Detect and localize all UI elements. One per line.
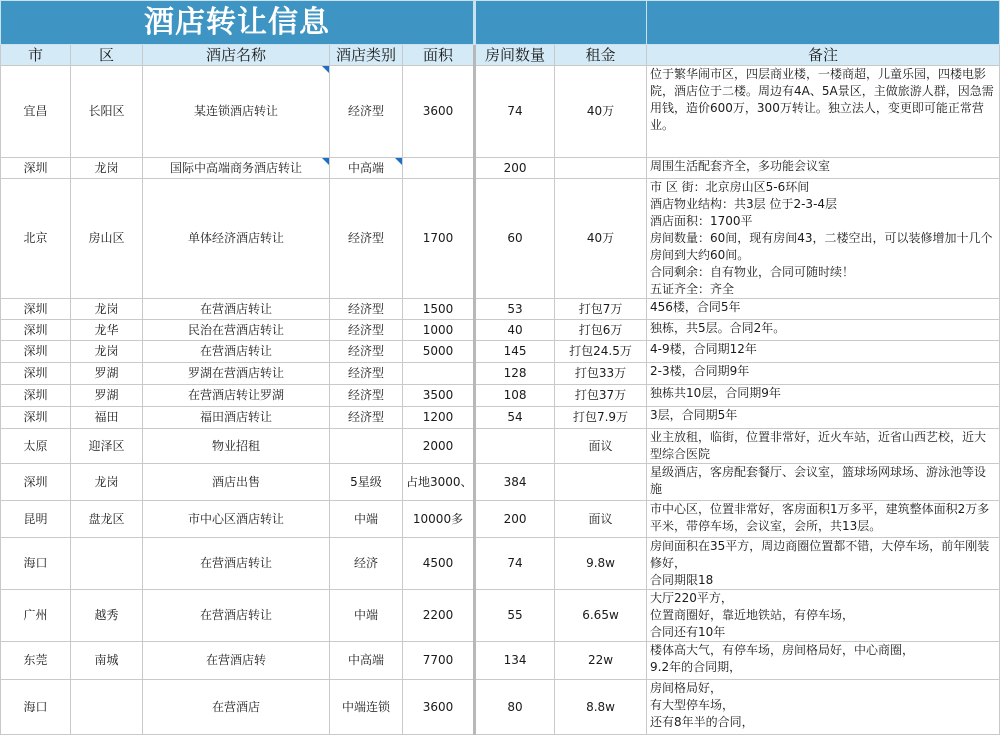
cell-hotel-type[interactable]: 5星级 <box>330 464 403 501</box>
cell-hotel-type[interactable]: 经济型 <box>330 341 403 363</box>
cell-rent[interactable]: 6.65w <box>555 590 647 642</box>
cell-hotel-name[interactable]: 国际中高端商务酒店转让 <box>143 158 330 179</box>
cell-notes[interactable] <box>647 429 1000 464</box>
notes-line: 2-3楼，合同期9年 <box>650 364 750 378</box>
notes-line: 位置商圈好，靠近地铁站，有停车场， <box>650 608 855 622</box>
table-row <box>1 429 1000 464</box>
cell-rooms[interactable]: 200 <box>475 501 555 538</box>
cell-district[interactable]: 房山区 <box>71 179 143 299</box>
cell-rooms[interactable] <box>475 429 555 464</box>
cell-hotel-name[interactable]: 单体经济酒店转让 <box>143 179 330 299</box>
cell-district[interactable]: 龙华 <box>71 320 143 341</box>
cell-city[interactable]: 东莞 <box>1 642 71 680</box>
notes-line: 3层，合同期5年 <box>650 408 738 422</box>
cell-area[interactable]: 10000多 <box>403 501 475 538</box>
cell-rent[interactable]: 9.8w <box>555 538 647 590</box>
cell-area[interactable]: 4500 <box>403 538 475 590</box>
comment-indicator-icon <box>322 158 329 165</box>
cell-rent[interactable]: 打包7.9万 <box>555 407 647 429</box>
cell-district[interactable]: 迎泽区 <box>71 429 143 464</box>
header-hotel-type[interactable]: 酒店类别 <box>330 45 403 66</box>
notes-line: 酒店面积：1700平 <box>650 214 753 228</box>
cell-city[interactable]: 深圳 <box>1 341 71 363</box>
table-row <box>1 363 1000 385</box>
notes-line: 业主放租，临街，位置非常好，近火车站，近省山西艺校，近大型综合医院 <box>650 430 987 461</box>
notes-line: 周围生活配套齐全，多功能会议室 <box>650 159 831 173</box>
cell-hotel-type[interactable]: 中端连锁 <box>330 680 403 735</box>
header-hotel-name[interactable]: 酒店名称 <box>143 45 330 66</box>
table-row <box>1 299 1000 320</box>
cell-hotel-name[interactable]: 市中心区酒店转让 <box>143 501 330 538</box>
notes-line: 9.2年的合同期， <box>650 660 742 674</box>
cell-hotel-name[interactable]: 在营酒店转 <box>143 642 330 680</box>
cell-hotel-type[interactable]: 中端 <box>330 590 403 642</box>
cell-notes[interactable] <box>647 66 1000 158</box>
cell-hotel-name[interactable]: 在营酒店转让 <box>143 341 330 363</box>
cell-area[interactable]: 1000 <box>403 320 475 341</box>
notes-line: 合同剩余：自有物业，合同可随时续！ <box>650 265 855 279</box>
cell-city[interactable]: 深圳 <box>1 299 71 320</box>
cell-notes[interactable] <box>647 464 1000 501</box>
cell-notes[interactable] <box>647 341 1000 363</box>
cell-rent[interactable]: 40万 <box>555 66 647 158</box>
notes-line: 五证齐全：齐全 <box>650 282 735 296</box>
notes-line: 独栋共10层，合同期9年 <box>650 386 781 400</box>
notes-line: 市中心区，位置非常好，客房面积1万多平，建筑整体面积2万多平米，带停车场，会议室，会所，共13层。 <box>650 502 990 533</box>
table-row <box>1 501 1000 538</box>
cell-rooms[interactable]: 80 <box>475 680 555 735</box>
cell-area[interactable]: 1500 <box>403 299 475 320</box>
table-row <box>1 179 1000 299</box>
cell-rooms[interactable]: 128 <box>475 363 555 385</box>
title-row <box>1 1 1000 45</box>
cell-area[interactable]: 2200 <box>403 590 475 642</box>
notes-line: 还有8年半的合同， <box>650 715 754 729</box>
cell-notes[interactable] <box>647 538 1000 590</box>
notes-line: 房间格局好， <box>650 681 723 695</box>
cell-rooms[interactable]: 134 <box>475 642 555 680</box>
cell-district[interactable] <box>71 538 143 590</box>
table-row <box>1 320 1000 341</box>
cell-city[interactable]: 宜昌 <box>1 66 71 158</box>
table-row <box>1 66 1000 158</box>
cell-notes[interactable] <box>647 590 1000 642</box>
cell-rent[interactable]: 打包24.5万 <box>555 341 647 363</box>
cell-rooms[interactable]: 40 <box>475 320 555 341</box>
cell-hotel-type[interactable]: 经济型 <box>330 363 403 385</box>
notes-line: 合同期限18 <box>650 573 714 587</box>
cell-city[interactable]: 深圳 <box>1 320 71 341</box>
cell-city[interactable]: 海口 <box>1 680 71 735</box>
cell-district[interactable]: 龙岗 <box>71 341 143 363</box>
cell-hotel-type[interactable]: 经济型 <box>330 407 403 429</box>
cell-hotel-name[interactable]: 民治在营酒店转让 <box>143 320 330 341</box>
cell-hotel-name[interactable]: 福田酒店转让 <box>143 407 330 429</box>
cell-district[interactable]: 罗湖 <box>71 363 143 385</box>
cell-rent[interactable]: 打包6万 <box>555 320 647 341</box>
cell-notes[interactable] <box>647 179 1000 299</box>
cell-rooms[interactable]: 108 <box>475 385 555 407</box>
notes-line: 楼体高大气，有停车场，房间格局好，中心商圈， <box>650 643 915 657</box>
cell-notes[interactable] <box>647 299 1000 320</box>
cell-hotel-type[interactable]: 经济型 <box>330 66 403 158</box>
table-row <box>1 158 1000 179</box>
cell-city[interactable]: 深圳 <box>1 407 71 429</box>
header-row <box>1 45 1000 66</box>
cell-rent[interactable]: 打包37万 <box>555 385 647 407</box>
cell-city[interactable]: 广州 <box>1 590 71 642</box>
cell-area[interactable]: 3600 <box>403 66 475 158</box>
cell-area[interactable]: 3600 <box>403 680 475 735</box>
notes-line: 合同还有10年 <box>650 625 726 639</box>
cell-city[interactable]: 深圳 <box>1 363 71 385</box>
cell-city[interactable]: 深圳 <box>1 464 71 501</box>
cell-rent[interactable] <box>555 464 647 501</box>
cell-city[interactable]: 深圳 <box>1 385 71 407</box>
cell-hotel-name[interactable]: 物业招租 <box>143 429 330 464</box>
cell-rent[interactable]: 40万 <box>555 179 647 299</box>
header-area[interactable]: 面积 <box>403 45 475 66</box>
title-empty-cell-1[interactable] <box>475 1 647 45</box>
notes-line: 房间面积在35平方，周边商圈位置都不错，大停车场，前年刚装修好， <box>650 539 990 570</box>
cell-notes[interactable] <box>647 501 1000 538</box>
comment-indicator-icon <box>395 158 402 165</box>
cell-rent[interactable] <box>555 158 647 179</box>
cell-rent[interactable]: 打包7万 <box>555 299 647 320</box>
cell-rooms[interactable]: 60 <box>475 179 555 299</box>
cell-district[interactable]: 龙岗 <box>71 158 143 179</box>
cell-area[interactable] <box>403 158 475 179</box>
table-row <box>1 341 1000 363</box>
cell-hotel-type[interactable]: 经济型 <box>330 320 403 341</box>
notes-line: 4-9楼，合同期12年 <box>650 342 757 356</box>
cell-city[interactable]: 北京 <box>1 179 71 299</box>
cell-hotel-name[interactable]: 某连锁酒店转让 <box>143 66 330 158</box>
cell-rooms[interactable]: 384 <box>475 464 555 501</box>
cell-area[interactable]: 5000 <box>403 341 475 363</box>
cell-area[interactable] <box>403 363 475 385</box>
table-row <box>1 464 1000 501</box>
cell-notes[interactable] <box>647 385 1000 407</box>
cell-area[interactable]: 2000 <box>403 429 475 464</box>
cell-rooms[interactable]: 55 <box>475 590 555 642</box>
cell-district[interactable]: 罗湖 <box>71 385 143 407</box>
table-row <box>1 680 1000 735</box>
cell-notes[interactable] <box>647 158 1000 179</box>
cell-rent[interactable]: 面议 <box>555 501 647 538</box>
cell-district[interactable]: 盘龙区 <box>71 501 143 538</box>
cell-notes[interactable] <box>647 642 1000 680</box>
cell-rent[interactable]: 8.8w <box>555 680 647 735</box>
cell-city[interactable]: 深圳 <box>1 158 71 179</box>
notes-line: 456楼，合同5年 <box>650 300 741 314</box>
table-row <box>1 590 1000 642</box>
cell-rooms[interactable]: 74 <box>475 538 555 590</box>
cell-district[interactable]: 龙岗 <box>71 464 143 501</box>
cell-hotel-type[interactable]: 中端 <box>330 501 403 538</box>
notes-line: 星级酒店，客房配套餐厅、会议室，篮球场网球场、游泳池等设施 <box>650 465 987 496</box>
cell-area[interactable]: 3500 <box>403 385 475 407</box>
notes-line: 房间数量：60间，现有房间43，二楼空出，可以装修增加十几个房间到大约60间。 <box>650 231 993 262</box>
cell-hotel-type[interactable]: 经济 <box>330 538 403 590</box>
cell-hotel-name[interactable]: 在营酒店转让罗湖 <box>143 385 330 407</box>
header-city[interactable]: 市 <box>1 45 71 66</box>
table-row <box>1 385 1000 407</box>
cell-hotel-type[interactable]: 经济型 <box>330 385 403 407</box>
cell-hotel-type[interactable]: 经济型 <box>330 179 403 299</box>
table-row <box>1 407 1000 429</box>
cell-district[interactable]: 越秀 <box>71 590 143 642</box>
cell-hotel-type[interactable]: 经济型 <box>330 299 403 320</box>
cell-city[interactable]: 昆明 <box>1 501 71 538</box>
cell-district[interactable]: 长阳区 <box>71 66 143 158</box>
notes-line: 位于繁华闹市区，四层商业楼，一楼商超，儿童乐园，四楼电影院，酒店位于二楼。周边有4A、5A景区，主做旅游人群，因急需用钱，造价600万，300万转让。独立法人，变更即可能正常营业。 <box>650 67 994 132</box>
cell-district[interactable] <box>71 680 143 735</box>
comment-indicator-icon <box>322 66 329 73</box>
cell-rent[interactable]: 打包33万 <box>555 363 647 385</box>
notes-line: 独栋，共5层。合同2年。 <box>650 321 786 335</box>
cell-rooms[interactable]: 200 <box>475 158 555 179</box>
cell-area[interactable]: 1200 <box>403 407 475 429</box>
cell-notes[interactable] <box>647 680 1000 735</box>
table-row <box>1 642 1000 680</box>
header-rooms[interactable]: 房间数量 <box>475 45 555 66</box>
cell-hotel-name[interactable]: 在营酒店转让 <box>143 299 330 320</box>
cell-district[interactable]: 福田 <box>71 407 143 429</box>
sheet-title[interactable]: 酒店转让信息 <box>1 1 475 45</box>
cell-hotel-name[interactable]: 在营酒店 <box>143 680 330 735</box>
notes-line: 有大型停车场， <box>650 698 735 712</box>
cell-rent[interactable]: 面议 <box>555 429 647 464</box>
header-notes[interactable]: 备注 <box>647 45 1000 66</box>
cell-rooms[interactable]: 54 <box>475 407 555 429</box>
cell-hotel-type[interactable]: 中高端 <box>330 158 403 179</box>
header-rent[interactable]: 租金 <box>555 45 647 66</box>
notes-line: 市 区 街：北京房山区5-6环间 <box>650 180 810 194</box>
cell-area[interactable]: 1700 <box>403 179 475 299</box>
cell-rooms[interactable]: 74 <box>475 66 555 158</box>
cell-area[interactable]: 占地3000、 <box>403 464 475 501</box>
cell-notes[interactable] <box>647 407 1000 429</box>
cell-hotel-name[interactable]: 罗湖在营酒店转让 <box>143 363 330 385</box>
cell-notes[interactable] <box>647 363 1000 385</box>
cell-rooms[interactable]: 53 <box>475 299 555 320</box>
cell-district[interactable]: 南城 <box>71 642 143 680</box>
cell-hotel-type[interactable] <box>330 429 403 464</box>
notes-line: 大厅220平方， <box>650 591 733 605</box>
notes-line: 酒店物业结构：共3层 位于2-3-4层 <box>650 197 838 211</box>
cell-district[interactable]: 龙岗 <box>71 299 143 320</box>
cell-area[interactable]: 7700 <box>403 642 475 680</box>
cell-city[interactable]: 太原 <box>1 429 71 464</box>
cell-hotel-name[interactable]: 在营酒店转让 <box>143 590 330 642</box>
cell-city[interactable]: 海口 <box>1 538 71 590</box>
cell-hotel-type[interactable]: 中高端 <box>330 642 403 680</box>
cell-rent[interactable]: 22w <box>555 642 647 680</box>
cell-hotel-name[interactable]: 酒店出售 <box>143 464 330 501</box>
cell-hotel-name[interactable]: 在营酒店转让 <box>143 538 330 590</box>
cell-rooms[interactable]: 145 <box>475 341 555 363</box>
title-empty-cell-2[interactable] <box>647 1 1000 45</box>
header-district[interactable]: 区 <box>71 45 143 66</box>
table-row <box>1 538 1000 590</box>
cell-notes[interactable] <box>647 320 1000 341</box>
